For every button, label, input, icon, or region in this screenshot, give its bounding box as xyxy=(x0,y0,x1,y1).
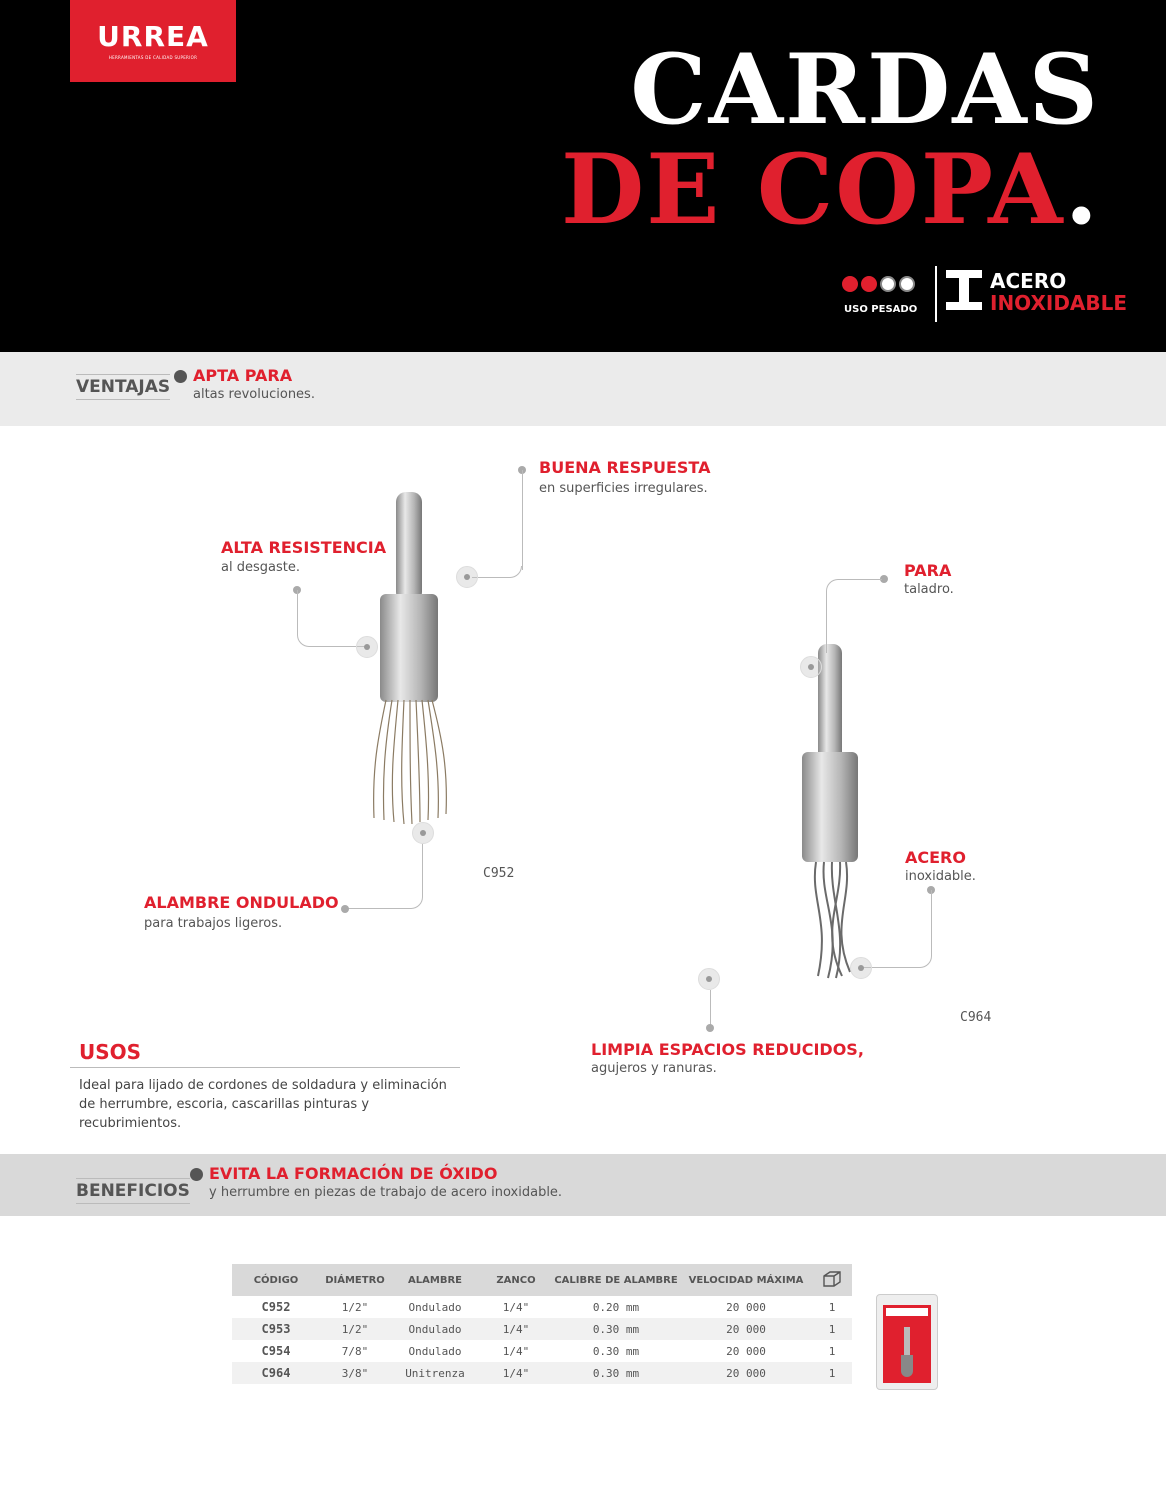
callout-acero-text: inoxidable. xyxy=(905,869,976,884)
cell: 1/2" xyxy=(320,1318,390,1340)
col-header: CALIBRE DE ALAMBRE xyxy=(552,1264,680,1296)
brush-icon xyxy=(899,276,915,292)
callout-line xyxy=(345,844,423,909)
col-header: ALAMBRE xyxy=(390,1264,480,1296)
cell: 20 000 xyxy=(680,1318,812,1340)
table-row xyxy=(232,1340,852,1362)
ventajas-heading: APTA PARA xyxy=(193,366,293,385)
col-header: DIÁMETRO xyxy=(320,1264,390,1296)
spec-table-wrap xyxy=(232,1264,852,1384)
callout-target-dot xyxy=(850,957,872,979)
table-row xyxy=(232,1362,852,1384)
callout-alambre-text: para trabajos ligeros. xyxy=(144,916,283,931)
callout-alambre-heading: ALAMBRE ONDULADO xyxy=(144,893,339,912)
cell: 1/4" xyxy=(480,1318,552,1340)
package-brush-head xyxy=(901,1355,913,1377)
cell: Ondulado xyxy=(390,1318,480,1340)
cell: 20 000 xyxy=(726,1300,766,1314)
package-label-bar xyxy=(886,1308,928,1316)
box-icon-header xyxy=(812,1264,852,1296)
i-beam-icon xyxy=(946,270,982,310)
brush-icon-active xyxy=(842,276,858,292)
material-line2: INOXIDABLE xyxy=(990,291,1128,315)
product-c964-image xyxy=(790,640,870,980)
beneficios-heading: EVITA LA FORMACIÓN DE ÓXIDO xyxy=(209,1164,498,1183)
table-row xyxy=(232,1318,852,1340)
cell: 20 000 xyxy=(726,1344,766,1358)
logo-tagline: HERRAMIENTAS DE CALIDAD SUPERIOR xyxy=(108,55,198,60)
brush-icon-active xyxy=(861,276,877,292)
ventajas-text: altas revoluciones. xyxy=(193,387,315,402)
package-card xyxy=(883,1305,931,1383)
callout-limpia-text: agujeros y ranuras. xyxy=(591,1061,717,1076)
bullet-icon xyxy=(190,1168,203,1181)
cell: Ondulado xyxy=(408,1344,462,1358)
header xyxy=(0,0,1166,352)
cell: 7/8" xyxy=(341,1344,369,1358)
callout-target-dot xyxy=(456,566,478,588)
cell: 1/4" xyxy=(502,1344,530,1358)
beneficios-label: BENEFICIOS xyxy=(76,1178,190,1204)
material-line1: ACERO xyxy=(990,269,1067,293)
callout-line xyxy=(862,890,932,968)
cell: 3/8" xyxy=(320,1362,390,1384)
table-header-row xyxy=(232,1264,852,1296)
table-row xyxy=(232,1296,852,1318)
cell: 0.30 mm xyxy=(592,1344,640,1358)
cell: 0.30 mm xyxy=(552,1362,680,1384)
product-code-right: C964 xyxy=(960,1010,992,1025)
callout-line xyxy=(472,566,522,578)
cell: 0.30 mm xyxy=(552,1318,680,1340)
cell-code: C952 xyxy=(261,1300,291,1314)
bullet-icon xyxy=(174,370,187,383)
cell: Unitrenza xyxy=(390,1362,480,1384)
cell: 1 xyxy=(812,1362,852,1384)
callout-target-dot xyxy=(412,822,434,844)
cell-code: C953 xyxy=(232,1318,320,1340)
col-header: ZANCO xyxy=(480,1264,552,1296)
col-header: VELOCIDAD MÁXIMA xyxy=(680,1264,812,1296)
callout-target-dot xyxy=(698,968,720,990)
callout-buena-text: en superficies irregulares. xyxy=(539,481,708,496)
cell: 1/4" xyxy=(480,1362,552,1384)
callout-alta-heading: ALTA RESISTENCIA xyxy=(221,538,387,557)
product-code-left: C952 xyxy=(483,866,515,881)
cell: 0.20 mm xyxy=(592,1300,640,1314)
uso-icons xyxy=(842,276,915,292)
urrea-logo xyxy=(70,0,236,82)
callout-line xyxy=(297,590,367,647)
callout-dot xyxy=(706,1024,714,1032)
cell: 20 000 xyxy=(680,1362,812,1384)
uso-label: USO PESADO xyxy=(844,304,918,315)
usos-title: USOS xyxy=(79,1040,142,1064)
callout-target-dot xyxy=(800,656,822,678)
beneficios-text: y herrumbre en piezas de trabajo de acero inoxidable. xyxy=(209,1185,563,1200)
brush-icon xyxy=(880,276,896,292)
callout-line xyxy=(826,579,882,653)
usos-text: Ideal para lijado de cordones de soldadura y eliminación de herrumbre, escoria, cascarillas pinturas y recubrimientos. xyxy=(79,1078,447,1131)
cell-code: C954 xyxy=(261,1344,291,1358)
cell: 1 xyxy=(828,1344,836,1358)
title-line2 xyxy=(561,133,1100,246)
callout-acero-heading: ACERO xyxy=(905,848,966,867)
cell: 1 xyxy=(828,1300,836,1314)
ventajas-band xyxy=(0,352,1166,426)
callout-dot xyxy=(341,905,349,913)
logo-text: URREA xyxy=(97,20,209,53)
cell: 1/2" xyxy=(341,1300,369,1314)
callout-line xyxy=(522,470,523,570)
callout-para-text: taladro. xyxy=(904,582,954,597)
callout-limpia-heading: LIMPIA ESPACIOS REDUCIDOS, xyxy=(591,1040,864,1059)
box-icon xyxy=(822,1270,842,1288)
spec-table xyxy=(232,1264,852,1384)
cell-code: C964 xyxy=(232,1362,320,1384)
title-line2-text: DE COPA xyxy=(561,133,1065,246)
ventajas-label: VENTAJAS xyxy=(76,374,170,400)
callout-buena-heading: BUENA RESPUESTA xyxy=(539,458,711,477)
package-brush-stem xyxy=(904,1327,910,1357)
badge-divider xyxy=(935,266,937,322)
cell: 1/4" xyxy=(502,1300,530,1314)
package-image xyxy=(876,1294,938,1390)
callout-target-dot xyxy=(356,636,378,658)
col-header: CÓDIGO xyxy=(232,1264,320,1296)
title-dot: . xyxy=(1064,133,1100,246)
callout-line xyxy=(710,990,711,1028)
cell: Ondulado xyxy=(408,1300,462,1314)
callout-para-heading: PARA xyxy=(904,561,952,580)
callout-alta-text: al desgaste. xyxy=(221,560,300,575)
beneficios-band xyxy=(0,1154,1166,1216)
usos-divider xyxy=(70,1067,460,1068)
cell: 1 xyxy=(812,1318,852,1340)
title-line1: CARDAS xyxy=(630,33,1100,146)
